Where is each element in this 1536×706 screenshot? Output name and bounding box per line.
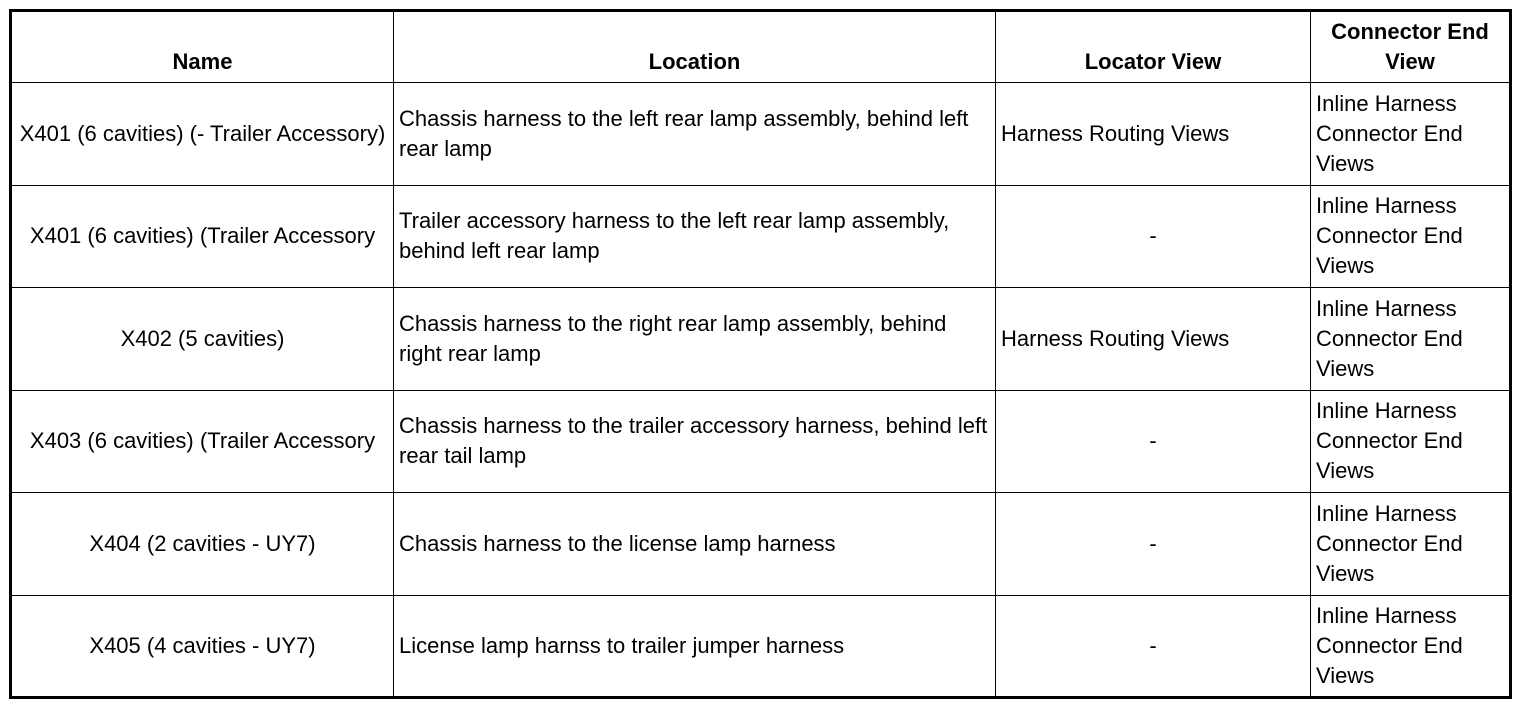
connector-location: Chassis harness to the left rear lamp assembly, behind left rear lamp: [394, 83, 996, 186]
connector-end-view-link[interactable]: Inline Harness Connector End Views: [1311, 595, 1511, 698]
connector-name: X404 (2 cavities - UY7): [11, 493, 394, 596]
connector-end-view-link[interactable]: Inline Harness Connector End Views: [1311, 288, 1511, 391]
connector-location: Chassis harness to the right rear lamp assembly, behind right rear lamp: [394, 288, 996, 391]
header-locator-view: Locator View: [996, 11, 1311, 83]
connector-name: X401 (6 cavities) (- Trailer Accessory): [11, 83, 394, 186]
connector-location: Chassis harness to the license lamp harness: [394, 493, 996, 596]
connector-table: [9, 9, 1512, 699]
table-row: [11, 493, 1511, 596]
connector-end-view-link[interactable]: Inline Harness Connector End Views: [1311, 83, 1511, 186]
connector-location: Trailer accessory harness to the left rear lamp assembly, behind left rear lamp: [394, 185, 996, 288]
table-row: [11, 185, 1511, 288]
header-name: Name: [11, 11, 394, 83]
connector-location: Chassis harness to the trailer accessory harness, behind left rear tail lamp: [394, 390, 996, 493]
connector-name: X405 (4 cavities - UY7): [11, 595, 394, 698]
locator-view-empty: -: [996, 493, 1311, 596]
table-row: [11, 595, 1511, 698]
header-location: Location: [394, 11, 996, 83]
connector-end-view-link[interactable]: Inline Harness Connector End Views: [1311, 185, 1511, 288]
locator-view-link[interactable]: Harness Routing Views: [996, 288, 1311, 391]
header-row: [11, 11, 1511, 83]
connector-name: X402 (5 cavities): [11, 288, 394, 391]
locator-view-link[interactable]: Harness Routing Views: [996, 83, 1311, 186]
table-row: [11, 288, 1511, 391]
connector-end-view-link[interactable]: Inline Harness Connector End Views: [1311, 390, 1511, 493]
connector-location: License lamp harnss to trailer jumper harness: [394, 595, 996, 698]
table-row: [11, 83, 1511, 186]
header-connector-end-view: Connector End View: [1311, 11, 1511, 83]
connector-name: X401 (6 cavities) (Trailer Accessory: [11, 185, 394, 288]
locator-view-empty: -: [996, 595, 1311, 698]
connector-name: X403 (6 cavities) (Trailer Accessory: [11, 390, 394, 493]
locator-view-empty: -: [996, 390, 1311, 493]
locator-view-empty: -: [996, 185, 1311, 288]
table-row: [11, 390, 1511, 493]
connector-end-view-link[interactable]: Inline Harness Connector End Views: [1311, 493, 1511, 596]
